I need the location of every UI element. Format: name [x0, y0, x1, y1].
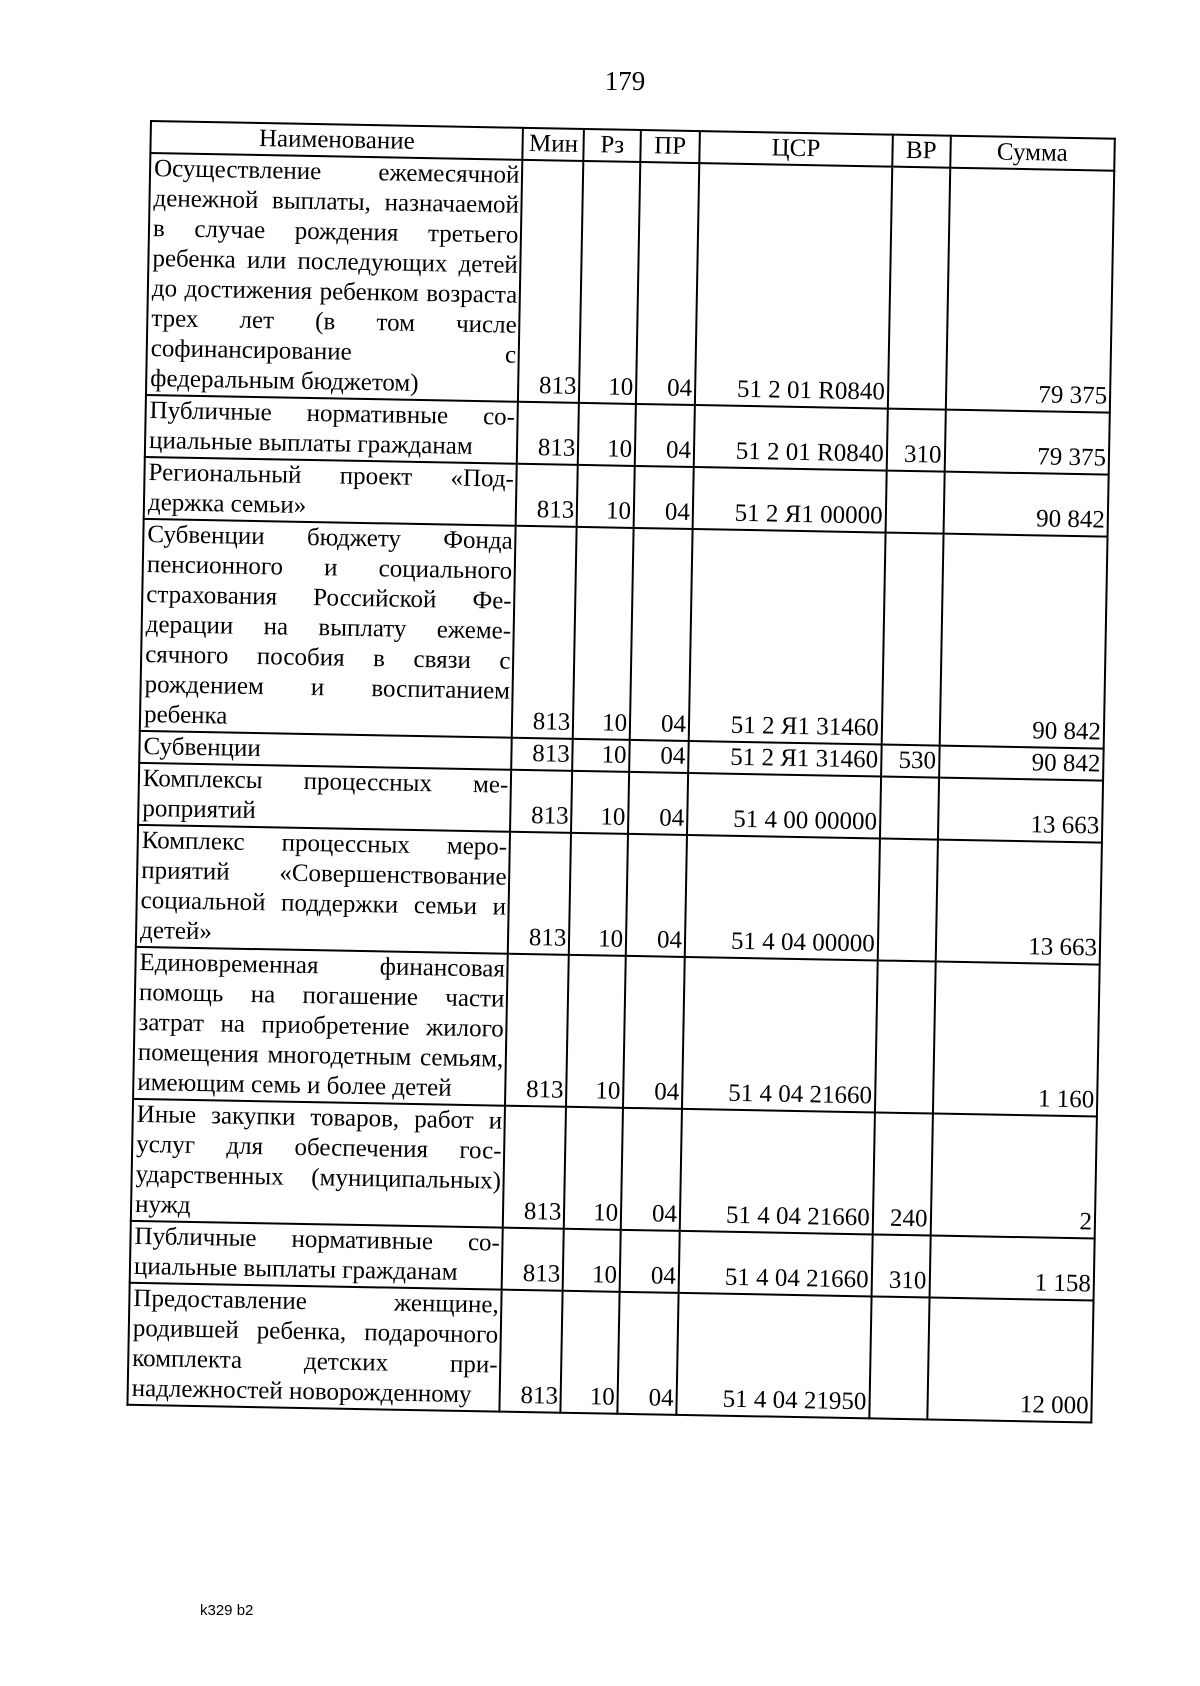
row-min: 813 [510, 770, 572, 833]
table-row [146, 153, 1114, 413]
row-csr: 51 2 01 R0840 [694, 405, 888, 471]
row-min: 813 [500, 1290, 563, 1413]
row-name: Публичные нормативные социальные выплаты гражданам [145, 395, 518, 464]
row-name: Комплексы процессных мероприятий [138, 763, 511, 832]
row-sum: 79 375 [945, 168, 1114, 413]
row-vr: 310 [871, 1234, 930, 1297]
header-csr: ЦСР [699, 131, 892, 167]
row-vr: 240 [872, 1112, 932, 1235]
row-name: Иные закупки товаров, работ и услуг для обеспечения государственных (муниципальных) нужд [131, 1099, 506, 1228]
row-rz: 10 [561, 1291, 620, 1414]
row-vr: 310 [886, 409, 945, 472]
table-row [131, 1099, 1097, 1239]
footer-code: k329 b2 [200, 1602, 254, 1619]
header-rz: Рз [584, 129, 641, 162]
row-rz: 10 [569, 833, 628, 956]
row-vr [877, 838, 937, 961]
row-pr: 04 [623, 956, 685, 1109]
row-csr: 51 2 Я1 00000 [693, 467, 887, 533]
table-row [127, 1283, 1093, 1423]
table-row [133, 947, 1100, 1117]
row-name: Публичные нормативные социальные выплаты гражданам [130, 1221, 503, 1290]
row-csr: 51 4 04 21660 [680, 1109, 875, 1235]
row-min: 813 [516, 464, 578, 527]
row-name: Предоставление женщине, родившей ребенка, подарочного комплекта детских принадлежностей новорожденному [127, 1283, 502, 1412]
row-min: 813 [512, 526, 577, 739]
row-sum: 90 842 [939, 534, 1107, 749]
row-pr: 04 [630, 528, 693, 741]
header-name: Наименование [150, 121, 523, 160]
row-csr: 51 2 Я1 31460 [689, 529, 886, 744]
row-name: Осуществление ежемесячной денежной выплаты, назначаемой в случае рождения третьего ребенка или последующих детей до достижения ребенком возраста трех лет (в том числе софинансирование с федеральным бюджетом) [146, 153, 523, 402]
row-sum: 90 842 [939, 746, 1104, 781]
budget-table [126, 120, 1115, 1423]
row-min: 813 [502, 1228, 564, 1291]
row-rz: 10 [571, 771, 629, 834]
row-min: 813 [503, 1106, 566, 1229]
row-rz: 10 [573, 527, 634, 740]
table-row [136, 825, 1102, 965]
header-sum: Сумма [950, 136, 1115, 171]
row-vr [885, 471, 944, 534]
row-vr [869, 1296, 929, 1419]
row-pr: 04 [628, 772, 688, 835]
row-pr: 04 [620, 1230, 680, 1293]
row-min: 813 [517, 402, 579, 465]
row-sum: 13 663 [935, 840, 1102, 965]
row-rz: 10 [566, 955, 626, 1108]
row-pr: 04 [626, 834, 687, 957]
row-rz: 10 [564, 1107, 623, 1230]
row-rz: 10 [563, 1229, 621, 1292]
row-min: 813 [518, 160, 583, 403]
row-rz: 10 [572, 739, 629, 772]
header-min: Мин [523, 128, 584, 161]
budget-table-wrapper [126, 120, 1115, 1423]
row-vr [880, 777, 939, 840]
row-name: Субвенции [139, 731, 512, 770]
row-vr [888, 167, 950, 410]
row-csr: 51 4 04 21660 [679, 1231, 873, 1297]
row-name: Региональный проект «Поддержка семьи» [144, 457, 517, 526]
row-sum: 12 000 [927, 1297, 1094, 1422]
row-pr: 04 [636, 162, 699, 405]
row-vr [875, 960, 936, 1113]
row-sum: 1 158 [929, 1235, 1095, 1300]
row-rz: 10 [579, 161, 640, 404]
header-pr: ПР [640, 130, 699, 163]
row-sum: 13 663 [938, 778, 1104, 843]
row-pr: 04 [634, 466, 694, 529]
header-vr: ВР [892, 135, 950, 168]
row-name: Единовременная финансовая помощь на погашение части затрат на приобретение жилого помещения многодетным семьям, имеющим семь и более детей [133, 947, 508, 1106]
row-vr: 530 [881, 745, 939, 778]
row-pr: 04 [617, 1292, 678, 1415]
row-csr: 51 4 00 00000 [687, 773, 881, 839]
row-sum: 2 [930, 1114, 1097, 1239]
row-vr [881, 533, 943, 746]
row-csr: 51 4 04 21660 [682, 957, 878, 1113]
row-csr: 51 4 04 21950 [676, 1293, 871, 1419]
row-pr: 04 [621, 1108, 682, 1231]
row-name: Комплекс процессных мероприятий «Совершенствование социальной поддержки семьи и детей» [136, 825, 511, 954]
row-sum: 1 160 [932, 962, 1099, 1117]
row-sum: 79 375 [944, 410, 1110, 475]
table-row [140, 519, 1108, 749]
row-rz: 10 [577, 465, 635, 528]
row-name: Субвенции бюджету Фонда пенсионного и социального страхования Российской Федерации на выплату ежемесячного пособия в связи с рождением и воспитанием ребенка [140, 519, 516, 738]
row-rz: 10 [578, 403, 636, 466]
row-pr: 04 [629, 740, 688, 773]
page-number: 179 [604, 66, 646, 96]
row-csr: 51 4 04 00000 [685, 835, 880, 961]
row-csr: 51 2 Я1 31460 [688, 741, 881, 777]
row-sum: 90 842 [943, 472, 1109, 537]
row-min: 813 [505, 954, 569, 1107]
row-pr: 04 [635, 404, 695, 467]
row-min: 813 [512, 738, 573, 771]
row-min: 813 [508, 832, 571, 955]
row-csr: 51 2 01 R0840 [695, 163, 892, 408]
